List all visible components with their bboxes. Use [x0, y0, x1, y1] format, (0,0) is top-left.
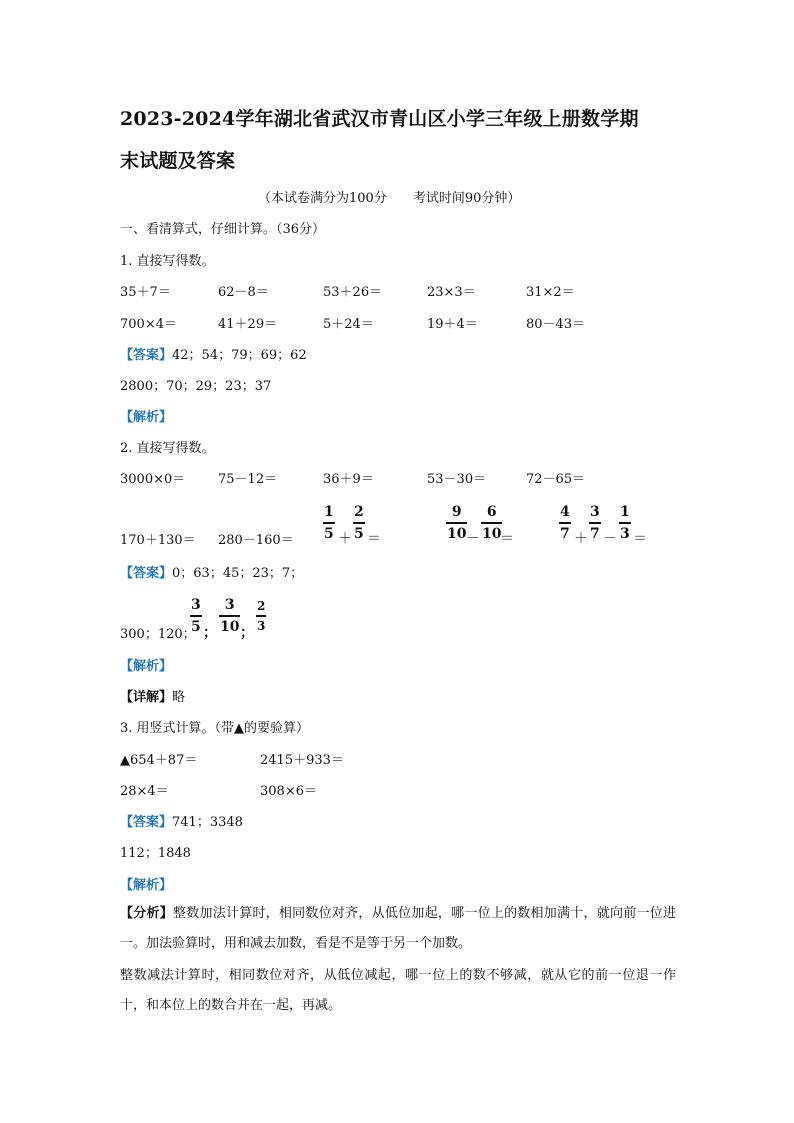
q1-answer-text: 42；54；79；69；62 — [172, 348, 307, 363]
fraction: 6 10 — [482, 504, 502, 542]
minus-operator: － — [603, 531, 617, 547]
q1-answer-line-2: 2800；70；29；23；37 — [120, 379, 272, 394]
separator: ； — [203, 625, 217, 641]
q2-problem: 170＋130＝ — [120, 533, 196, 548]
q2-detail-text: 略 — [172, 690, 186, 705]
plus-operator: ＋ — [338, 531, 352, 547]
fraction: 9 10 — [447, 504, 467, 542]
answer-tag: 【答案】 — [120, 815, 173, 830]
answer-tag: 【答案】 — [120, 348, 173, 363]
q3-analysis-tag: 【解析】 — [120, 878, 173, 893]
q2-problem: 72－65＝ — [526, 472, 586, 487]
exam-info: （本试卷满分为100分 考试时间90分钟） — [258, 191, 521, 206]
q2-answer-prefix: 300；120； — [120, 627, 196, 642]
answer-fraction: 3 5 — [191, 597, 201, 635]
detail-tag: 【详解】 — [120, 690, 173, 705]
q3-answer-line-2: 112；1848 — [120, 846, 191, 861]
q3-problem: 308×6＝ — [260, 784, 317, 799]
q2-detail — [120, 686, 185, 705]
q3-analysis-paragraph-2: 整数减法计算时，相同数位对齐，从低位减起，哪一位上的数不够减，就从它的前一位退一作十，和本位上的数合并在一起，再减。 — [120, 968, 676, 1013]
equals-sign: ＝ — [500, 531, 514, 547]
answer-fraction: 3 10 — [220, 597, 240, 635]
q3-answer-text: 741；3348 — [172, 815, 243, 830]
q1-problem: 23×3＝ — [427, 285, 476, 300]
document-title-line-2: 末试题及答案 — [120, 150, 236, 172]
paragraph-text: 整数加法计算时，相同数位对齐，从低位加起，哪一位上的数相加满十，就向前一位进一。加法验算时，用和减去加数，看是不是等于另一个加数。 — [120, 906, 676, 951]
q3-answer — [120, 811, 243, 830]
q1-problem: 700×4＝ — [120, 317, 177, 332]
q2-problem: 53－30＝ — [427, 472, 487, 487]
q2-answer — [120, 562, 303, 581]
q1-problem: 5＋24＝ — [323, 317, 374, 332]
q1-problem: 31×2＝ — [526, 285, 575, 300]
section-1-heading: 一、看清算式，仔细计算。（36分） — [120, 222, 326, 237]
q1-problem: 53＋26＝ — [323, 285, 383, 300]
q3-problem: 28×4＝ — [120, 784, 169, 799]
q2-heading: 2. 直接写得数。 — [120, 441, 215, 456]
q3-problem: ▲654＋87＝ — [120, 753, 198, 768]
equals-sign: ＝ — [367, 531, 381, 547]
q3-heading: 3. 用竖式计算。（带▲的要验算） — [120, 721, 310, 736]
q1-problem: 62－8＝ — [218, 285, 269, 300]
q1-analysis-tag: 【解析】 — [120, 410, 173, 425]
fraction: 1 3 — [620, 504, 630, 542]
q1-answer — [120, 344, 307, 363]
document-title-line-1: 2023-2024学年湖北省武汉市青山区小学三年级上册数学期 — [120, 108, 639, 130]
fraction: 4 7 — [560, 504, 570, 542]
q1-problem: 35＋7＝ — [120, 285, 171, 300]
q2-answer-text: 0；63；45；23；7； — [172, 566, 304, 581]
fraction: 3 7 — [590, 504, 600, 542]
q2-problem: 75－12＝ — [218, 472, 278, 487]
equals-sign: ＝ — [633, 531, 647, 547]
q1-problem: 19＋4＝ — [427, 317, 478, 332]
plus-operator: ＋ — [574, 531, 588, 547]
minus-operator: － — [466, 531, 480, 547]
q1-problem: 80－43＝ — [526, 317, 586, 332]
q2-problem: 280－160＝ — [218, 533, 294, 548]
q3-analysis-paragraph-1 — [120, 899, 676, 959]
fraction: 2 5 — [354, 504, 364, 542]
q2-problem: 3000×0＝ — [120, 472, 186, 487]
q2-analysis-tag: 【解析】 — [120, 659, 173, 674]
q3-problem: 2415＋933＝ — [260, 753, 344, 768]
answer-tag: 【答案】 — [120, 566, 173, 581]
answer-fraction: 2 3 — [257, 599, 266, 633]
fenxi-tag: 【分析】 — [120, 906, 173, 921]
q1-heading: 1. 直接写得数。 — [120, 254, 215, 269]
fraction: 1 5 — [324, 504, 334, 542]
q1-problem: 41＋29＝ — [218, 317, 278, 332]
separator: ； — [240, 625, 254, 641]
q2-problem: 36＋9＝ — [323, 472, 374, 487]
